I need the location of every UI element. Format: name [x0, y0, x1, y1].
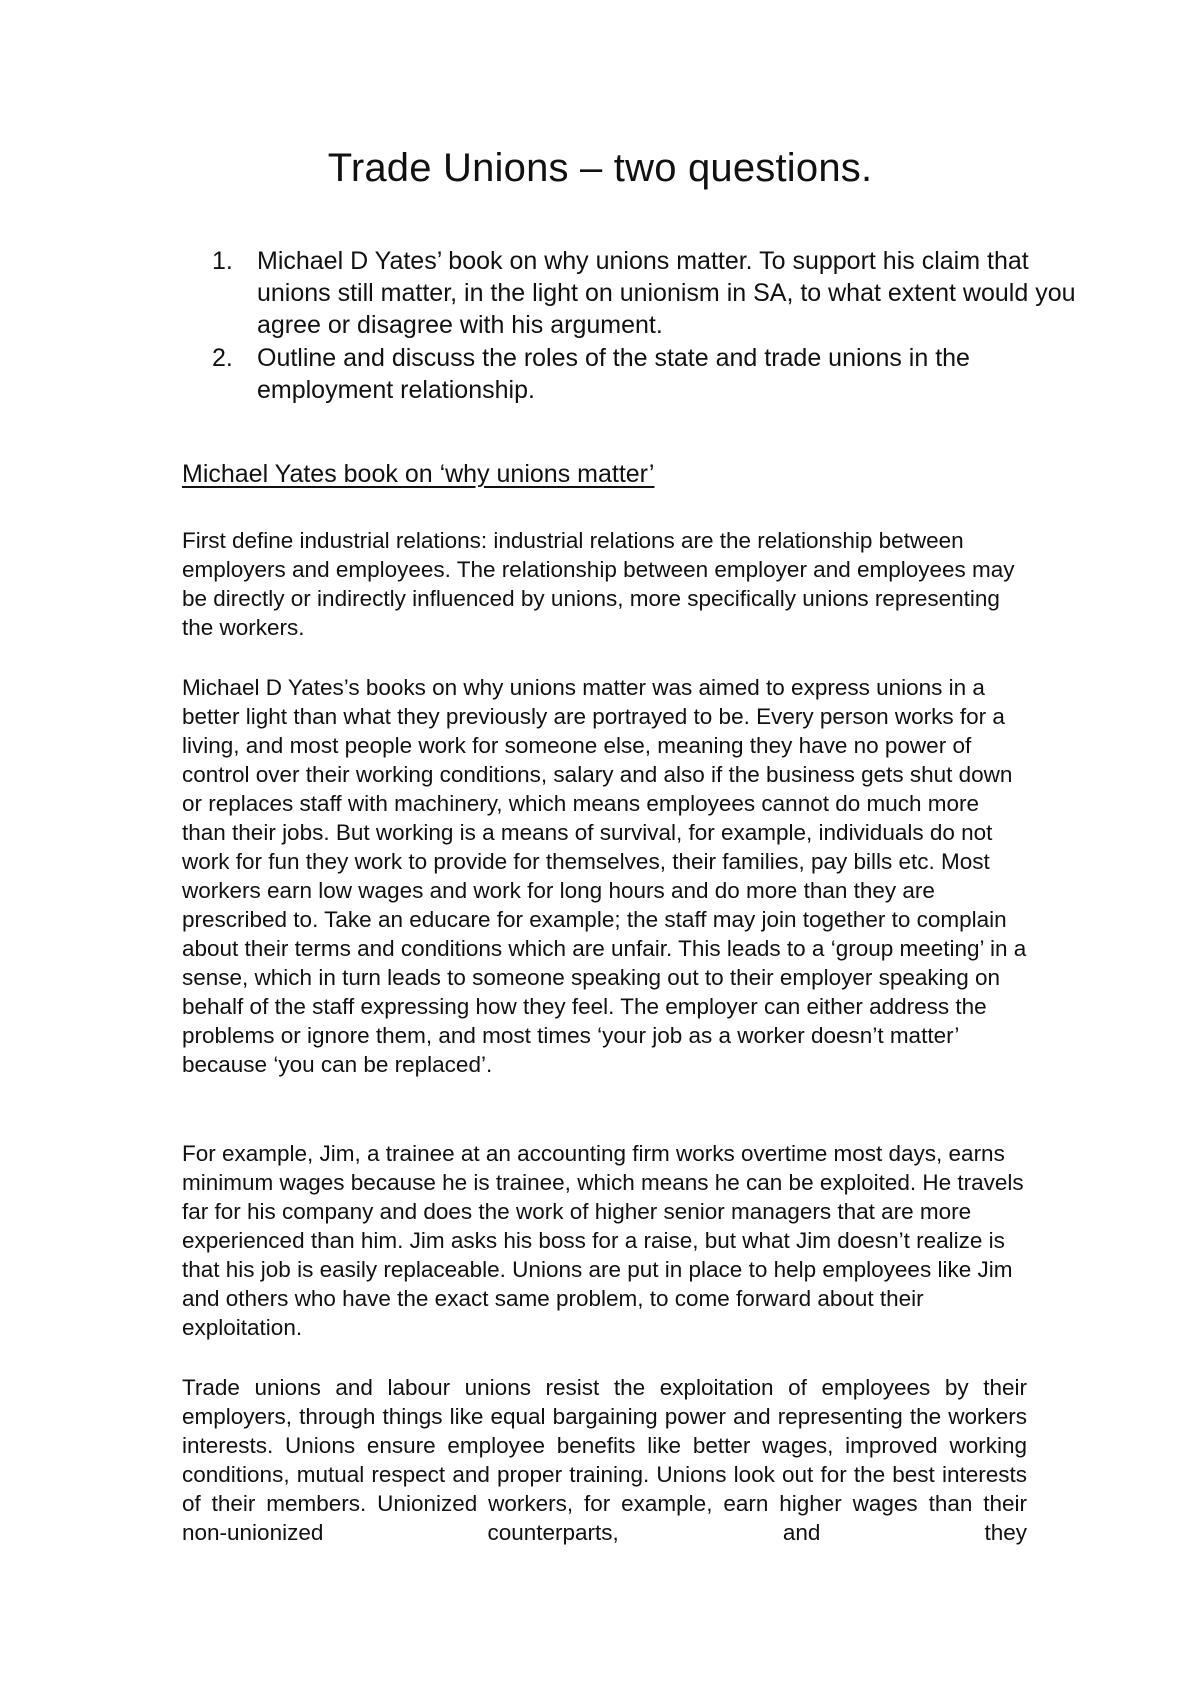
- question-list: [212, 245, 1087, 407]
- paragraph: Trade unions and labour unions resist the exploitation of employees by their employers, through things like equal bargaining power and representing the workers interests. Unions ensure employee benefits like better wages, improved working conditions, mutual respect and proper training. Unions look out for the best interests of their members. Unionized workers, for example, earn higher wages than their non-unionized counterparts, and they: [182, 1375, 1027, 1545]
- paragraph: For example, Jim, a trainee at an accounting firm works overtime most days, earns minimum wages because he is trainee, which means he can be exploited. He travels far for his company and does the work of higher senior managers that are more experienced than him. Jim asks his boss for a raise, but what Jim doesn’t realize is that his job is easily replaceable. Unions are put in place to help employees like Jim and others who have the exact same problem, to come forward about their exploitation.: [182, 1141, 1024, 1340]
- paragraph: Michael D Yates’s books on why unions matter was aimed to express unions in a better light than what they previously are portrayed to be. Every person works for a living, and most people work for someone else, meaning they have no power of control over their working conditions, salary and also if the business gets shut down or replaces staff with machinery, which means employees cannot do much more than their jobs. But working is a means of survival, for example, individuals do not work for fun they work to provide for themselves, their families, pay bills etc. Most workers earn low wages and work for long hours and do more than they are prescribed to. Take an educare for example; the staff may join together to complain about their terms and conditions which are unfair. This leads to a ‘group meeting’ in a sense, which in turn leads to someone speaking out to their employer speaking on behalf of the staff expressing how they feel. The employer can either address the problems or ignore them, and most times ‘your job as a worker doesn’t matter’ because ‘you can be replaced’.: [182, 675, 1027, 1077]
- section-heading: Michael Yates book on ‘why unions matter’: [182, 460, 655, 488]
- list-item: [212, 245, 1087, 341]
- document-title: Trade Unions – two questions.: [327, 146, 873, 190]
- list-item-text: Michael D Yates’ book on why unions matter. To support his claim that unions still matter, in the light on unionism in SA, to what extent would you agree or disagree with his argument.: [257, 247, 1076, 339]
- paragraph: First define industrial relations: industrial relations are the relationship between employers and employees. The relationship between employer and employees may be directly or indirectly influenced by unions, more specifically unions representing the workers.: [182, 528, 1015, 640]
- list-item-number: 1.: [212, 247, 233, 275]
- list-item-text: Outline and discuss the roles of the state and trade unions in the employment relationship.: [257, 344, 970, 404]
- list-item: [212, 342, 1087, 406]
- list-item-number: 2.: [212, 344, 233, 372]
